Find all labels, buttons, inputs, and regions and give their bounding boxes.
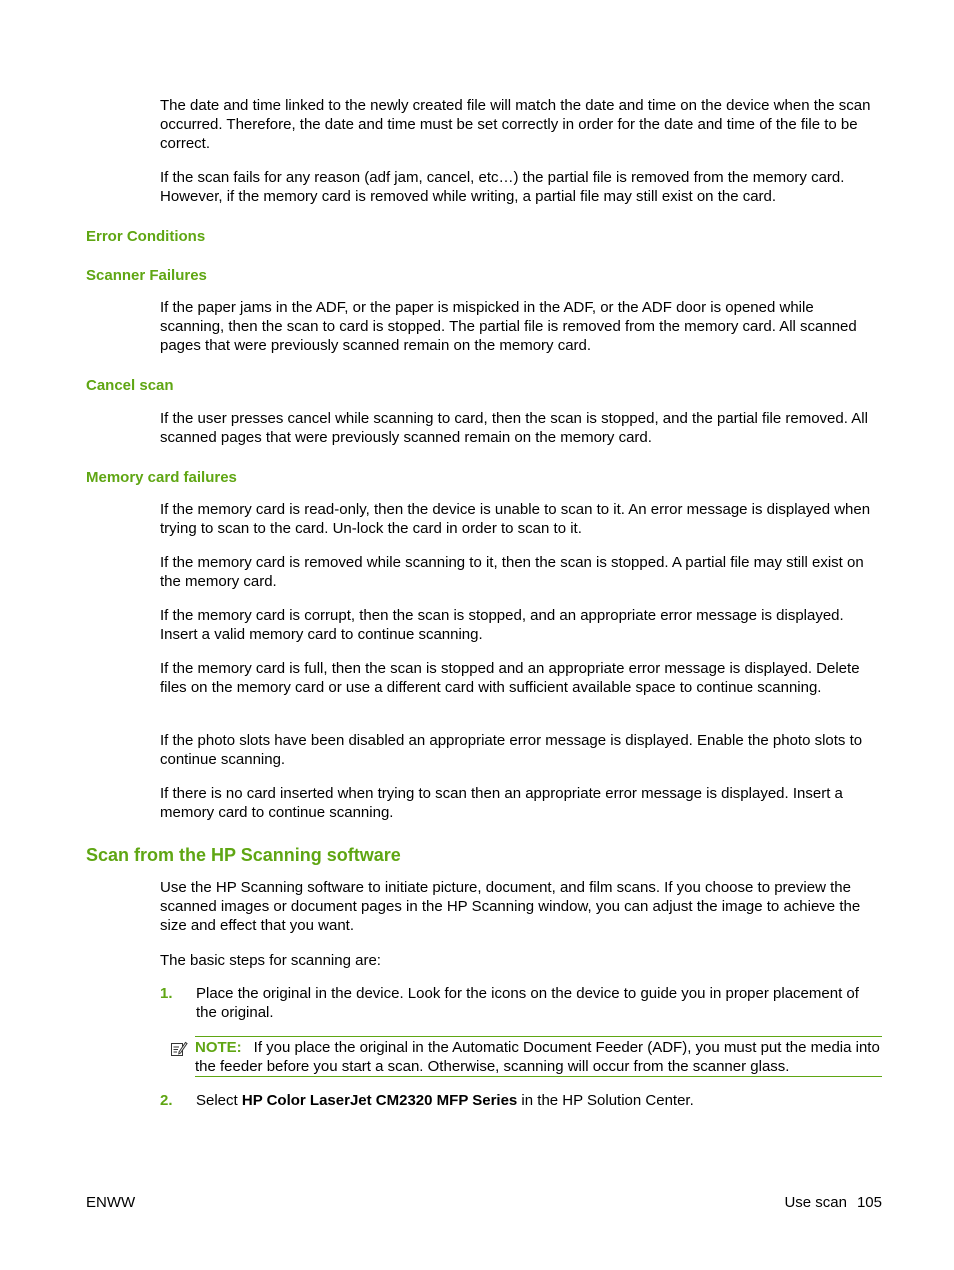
memory-card-paragraph-4: If the memory card is full, then the scan is stopped and an appropriate error message is displayed. Delete files on the memory card or use a different card with sufficient available space to continue scanning.: [160, 660, 860, 696]
heading-error-conditions: Error Conditions: [86, 228, 206, 245]
step-1-number: 1.: [160, 985, 173, 1002]
intro-paragraph-2: If the scan fails for any reason (adf jam, cancel, etc…) the partial file is removed from the memory card. However, if the memory card is removed while writing, a partial file may still exist on the card.: [160, 169, 845, 205]
scanner-failures-paragraph: If the paper jams in the ADF, or the paper is mispicked in the ADF, or the ADF door is opened while scanning, then the scan to card is stopped. The partial file is removed from the memory card. All scanned pages that were previously scanned remain on the memory card.: [160, 299, 857, 354]
heading-memory-card-failures: Memory card failures: [86, 469, 237, 486]
step-1-text: Place the original in the device. Look for the icons on the device to guide you in proper placement of the original.: [196, 985, 859, 1021]
note-label: NOTE:: [195, 1039, 242, 1056]
note-body: If you place the original in the Automatic Document Feeder (ADF), you must put the media into the feeder before you start a scan. Otherwise, scanning will occur from the scanner glass.: [195, 1039, 880, 1075]
cancel-scan-paragraph: If the user presses cancel while scanning to card, then the scan is stopped, and the partial file removed. All scanned pages that were previously scanned remain on the memory card.: [160, 410, 868, 446]
footer-locale: ENWW: [86, 1194, 136, 1211]
footer-section-page: [784, 1193, 882, 1212]
page-number: 105: [856, 1194, 882, 1211]
hp-scanning-paragraph-2: The basic steps for scanning are:: [160, 952, 381, 969]
step-2-number: 2.: [160, 1092, 173, 1109]
step-2-text: [196, 1091, 882, 1110]
step-2-suffix: in the HP Solution Center.: [517, 1092, 694, 1109]
memory-card-paragraph-1: If the memory card is read-only, then the device is unable to scan to it. An error message is displayed when trying to scan to the card. Un-lock the card in order to scan to it.: [160, 501, 871, 537]
note-top-rule: [195, 1036, 882, 1037]
memory-card-paragraph-5: If the photo slots have been disabled an appropriate error message is displayed. Enable the photo slots to continue scanning.: [160, 732, 863, 768]
memory-card-paragraph-6: If there is no card inserted when trying to scan then an appropriate error message is displayed. Insert a memory card to continue scanning.: [160, 785, 843, 821]
note-text: [195, 1038, 882, 1076]
step-2-prefix: Select: [196, 1092, 242, 1109]
hp-scanning-paragraph-1: Use the HP Scanning software to initiate picture, document, and film scans. If you choose to preview the scanned images or document pages in the HP Scanning window, you can adjust the image to achieve the size and effect that you want.: [160, 879, 861, 934]
footer-section-title: Use scan: [784, 1194, 847, 1211]
note-icon: [170, 1040, 188, 1058]
note-box: [170, 1036, 882, 1076]
step-2-product-name: HP Color LaserJet CM2320 MFP Series: [241, 1092, 518, 1109]
step-1: [160, 984, 882, 1024]
heading-scanner-failures: Scanner Failures: [86, 267, 207, 284]
intro-paragraph-1: The date and time linked to the newly created file will match the date and time on the device when the scan occurred. Therefore, the date and time must be set correctly in order for the date and time of the file to be correct.: [160, 97, 871, 152]
memory-card-paragraph-2: If the memory card is removed while scanning to it, then the scan is stopped. A partial file may still exist on the memory card.: [160, 554, 864, 590]
heading-cancel-scan: Cancel scan: [86, 377, 174, 394]
memory-card-paragraph-3: If the memory card is corrupt, then the scan is stopped, and an appropriate error message is displayed. Insert a valid memory card to continue scanning.: [160, 607, 844, 643]
step-2: [160, 1091, 882, 1111]
heading-scan-from-hp-scanning-software: Scan from the HP Scanning software: [86, 845, 401, 865]
note-bottom-rule: [195, 1076, 882, 1077]
